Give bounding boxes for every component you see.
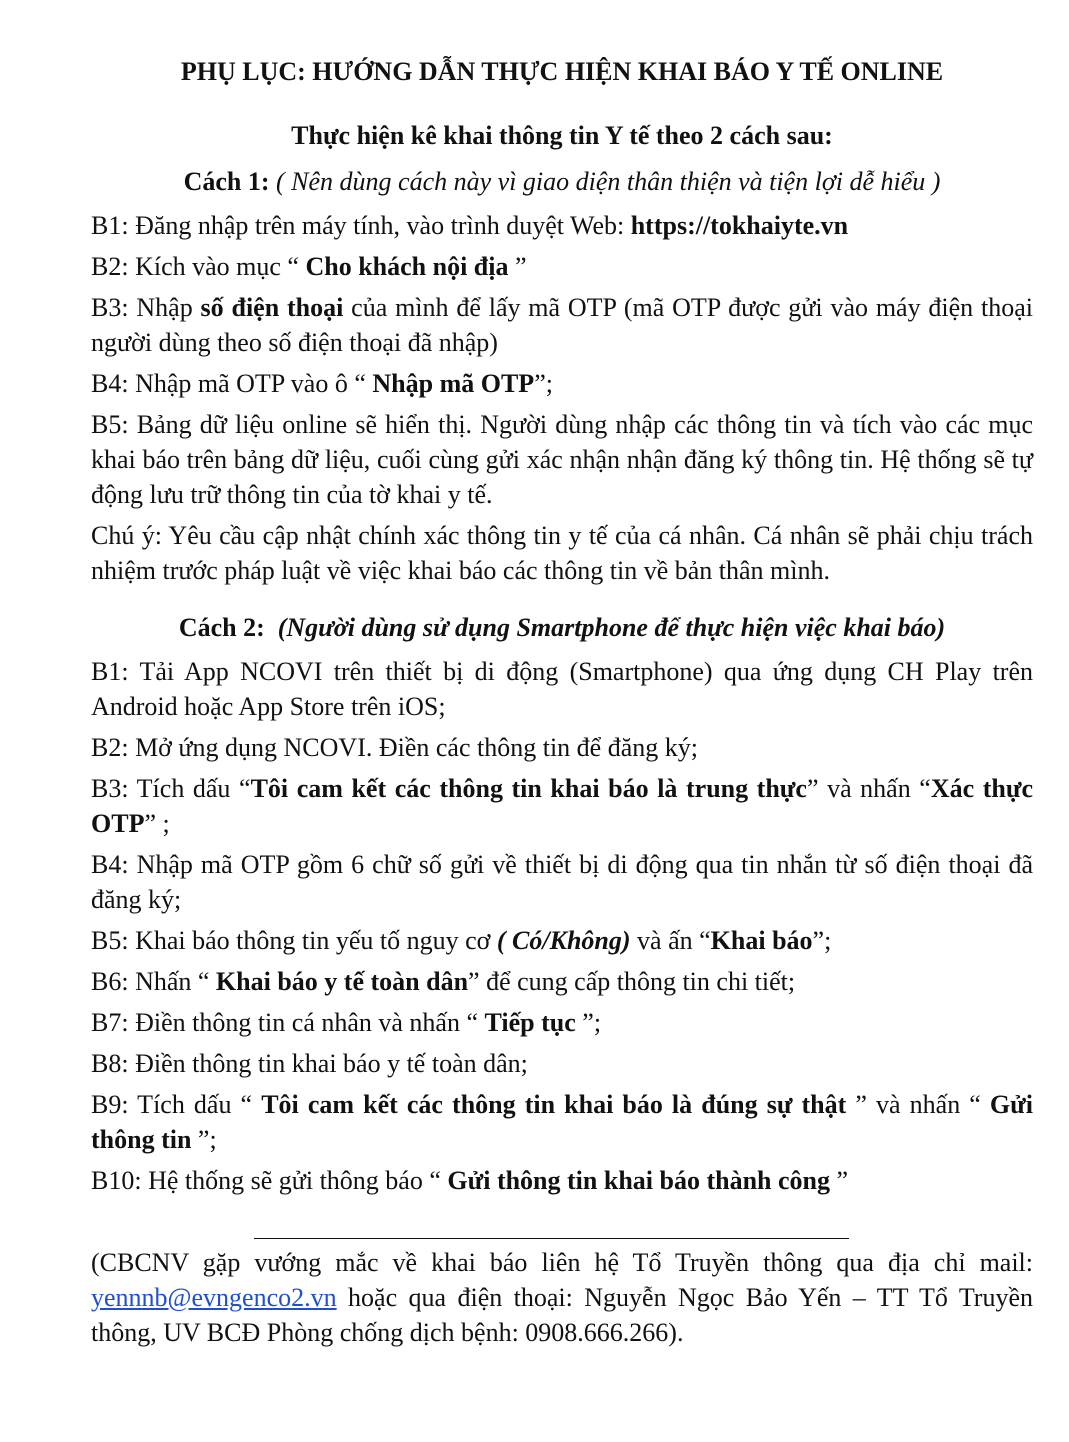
- method2-step-b2: B2: Mở ứng dụng NCOVI. Điền các thông tin để đăng ký;: [91, 733, 698, 762]
- method2-step-b4: B4: Nhập mã OTP gồm 6 chữ số gửi về thiết bị di động qua tin nhắn từ số điện thoại đã đăng ký;: [91, 850, 1033, 914]
- step-bold: Xác thực OTP: [91, 774, 1033, 838]
- step-text: ” ;: [144, 809, 170, 838]
- method2-step-b6: [91, 964, 1033, 999]
- step-text: ” và nhấn “: [806, 774, 931, 803]
- method2-step-b7: [91, 1005, 1033, 1040]
- method1-step-b1: [91, 208, 1033, 243]
- step-text: ” và nhấn “: [846, 1090, 990, 1119]
- step-text: ”;: [575, 1008, 602, 1037]
- email-link[interactable]: yennnb@evngenco2.vn: [91, 1283, 337, 1312]
- step-text: ”: [830, 1166, 849, 1195]
- method2-step-b9: [91, 1087, 1033, 1157]
- step-text: và ấn “: [630, 926, 711, 955]
- step-bold: Cho khách nội địa: [305, 252, 509, 281]
- method2-note: (Người dùng sử dụng Smartphone để thực hiện việc khai báo): [277, 613, 946, 642]
- method1-label: Cách 1:: [183, 167, 270, 196]
- step-bold-italic: ( Có/Không): [496, 926, 631, 955]
- step-text: ”;: [191, 1125, 217, 1154]
- step-text: ”: [508, 252, 527, 281]
- step-bold: Gửi thông tin khai báo thành công: [447, 1166, 831, 1195]
- step-bold: Khai báo y tế toàn dân: [215, 967, 469, 996]
- step-bold: Gửi thông tin: [91, 1090, 1033, 1154]
- step-text: B5: Khai báo thông tin yếu tố nguy cơ: [91, 926, 497, 955]
- page-subtitle: Thực hiện kê khai thông tin Y tế theo 2 cách sau:: [291, 121, 833, 150]
- step-text: của mình để lấy mã OTP (mã OTP được gửi vào máy điện thoại người dùng theo số điện thoại đã nhập): [91, 293, 1033, 357]
- step-bold: Tôi cam kết các thông tin khai báo là đúng sự thật: [261, 1090, 847, 1119]
- step-text: B4: Nhập mã OTP vào ô “: [91, 369, 373, 398]
- method2-step-b10: [91, 1163, 1033, 1198]
- method2-step-b1: B1: Tải App NCOVI trên thiết bị di động (Smartphone) qua ứng dụng CH Play trên Android hoặc App Store trên iOS;: [91, 657, 1033, 721]
- method2-step-b3: [91, 771, 1033, 841]
- method2-step-b8: B8: Điền thông tin khai báo y tế toàn dân;: [91, 1049, 528, 1078]
- document-page: [91, 52, 1033, 1350]
- step-text: B2: Kích vào mục “: [91, 252, 306, 281]
- step-bold: Tiếp tục: [484, 1008, 576, 1037]
- footer-contact: [91, 1245, 1033, 1350]
- step-bold: Tôi cam kết các thông tin khai báo là trung thực: [250, 774, 807, 803]
- step-text: B10: Hệ thống sẽ gửi thông báo “: [91, 1166, 448, 1195]
- step-text: B3: Nhập: [91, 293, 201, 322]
- method1-step-b3: [91, 290, 1033, 360]
- step-text: ” để cung cấp thông tin chi tiết;: [468, 967, 796, 996]
- step-text: ”;: [534, 369, 553, 398]
- step-bold: số điện thoại: [200, 293, 344, 322]
- method1-note: ( Nên dùng cách này vì giao diện thân thiện và tiện lợi dễ hiểu ): [276, 167, 941, 196]
- step-text: B3: Tích dấu “: [91, 774, 251, 803]
- website-url: https://tokhaiyte.vn: [630, 211, 849, 240]
- method2-label: Cách 2:: [178, 613, 265, 642]
- step-text: B9: Tích dấu “: [91, 1090, 262, 1119]
- method1-heading: [91, 164, 1033, 200]
- step-bold: Khai báo: [710, 926, 813, 955]
- method1-step-b5: B5: Bảng dữ liệu online sẽ hiển thị. Người dùng nhập các thông tin và tích vào các mục khai báo trên bảng dữ liệu, cuối cùng gửi xác nhận nhận đăng ký thông tin. Hệ thống sẽ tự động lưu trữ thông tin của tờ khai y tế.: [91, 410, 1033, 509]
- footer-text: (CBCNV gặp vướng mắc về khai báo liên hệ Tổ Truyền thông qua địa chỉ mail:: [91, 1248, 1033, 1277]
- method1-step-b4: [91, 366, 1033, 401]
- step-text: ”;: [812, 926, 832, 955]
- step-text: B6: Nhấn “: [91, 967, 216, 996]
- step-text: B1: Đăng nhập trên máy tính, vào trình duyệt Web:: [91, 211, 631, 240]
- method2-heading: [91, 610, 1033, 646]
- method2-step-b5: [91, 923, 1033, 958]
- page-title: PHỤ LỤC: HƯỚNG DẪN THỰC HIỆN KHAI BÁO Y TẾ ONLINE: [180, 57, 944, 86]
- footer-text: hoặc qua điện thoại: Nguyễn Ngọc Bảo Yến – TT Tổ Truyền thông, UV BCĐ Phòng chống dịch bệnh: 0908.666.266).: [91, 1283, 1033, 1347]
- footer-divider: [254, 1238, 849, 1239]
- method1-note-paragraph: Chú ý: Yêu cầu cập nhật chính xác thông tin y tế của cá nhân. Cá nhân sẽ phải chịu trách nhiệm trước pháp luật về việc khai báo các thông tin về bản thân mình.: [91, 521, 1033, 585]
- step-bold: Nhập mã OTP: [372, 369, 535, 398]
- method1-step-b2: [91, 249, 1033, 284]
- step-text: B7: Điền thông tin cá nhân và nhấn “: [91, 1008, 485, 1037]
